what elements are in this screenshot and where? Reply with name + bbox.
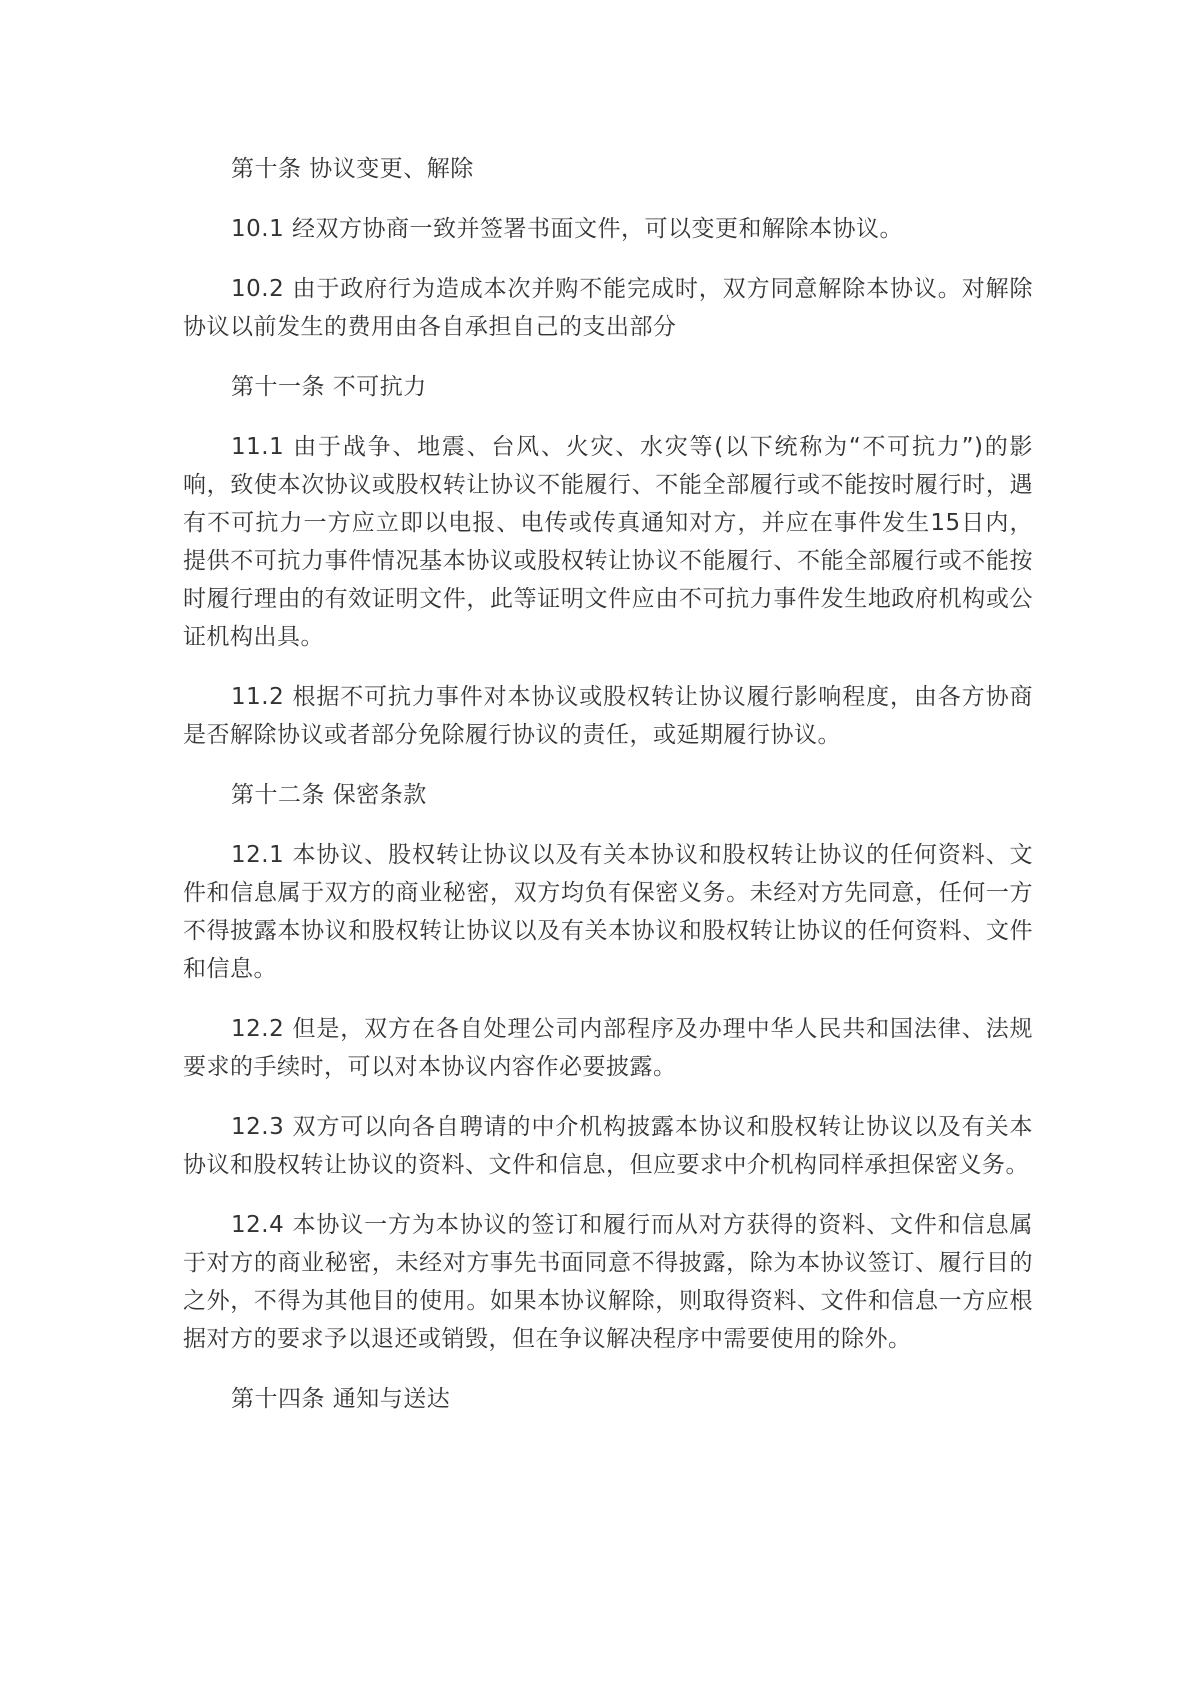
clause-number: 12.4	[231, 1212, 285, 1238]
clause-number: 12.1	[231, 842, 285, 868]
clause-12-2	[183, 1010, 1033, 1086]
clause-text: 但是，双方在各自处理公司内部程序及办理中华人民共和国法律、法规要求的手续时，可以对本协议内容作必要披露。	[183, 1016, 1034, 1080]
clause-text: 根据不可抗力事件对本协议或股权转让协议履行影响程度，由各方协商是否解除协议或者部分免除履行协议的责任，或延期履行协议。	[183, 684, 1034, 748]
clause-number: 12.2	[231, 1016, 285, 1042]
clause-number: 10.2	[231, 276, 285, 302]
article-heading-12: 第十二条 保密条款	[231, 782, 427, 808]
clause-11-2	[183, 678, 1033, 754]
clause-number: 11.1	[231, 434, 285, 460]
clause-12-4	[183, 1206, 1033, 1358]
clause-10-1	[183, 210, 1033, 248]
clause-text: 本协议一方为本协议的签订和履行而从对方获得的资料、文件和信息属于对方的商业秘密，未经对方事先书面同意不得披露，除为本协议签订、履行目的之外，不得为其他目的使用。如果本协议解除，则取得资料、文件和信息一方应根据对方的要求予以退还或销毁，但在争议解决程序中需要使用的除外。	[183, 1212, 1034, 1352]
article-heading-14: 第十四条 通知与送达	[231, 1386, 451, 1412]
clause-text: 经双方协商一致并签署书面文件，可以变更和解除本协议。	[292, 216, 904, 242]
clause-text: 由于政府行为造成本次并购不能完成时，双方同意解除本协议。对解除协议以前发生的费用由各自承担自己的支出部分	[183, 276, 1034, 340]
article-heading-10: 第十条 协议变更、解除	[231, 156, 474, 182]
clause-text: 由于战争、地震、台风、火灾、水灾等(以下统称为“不可抗力”)的影响，致使本次协议或股权转让协议不能履行、不能全部履行或不能按时履行时，遇有不可抗力一方应立即以电报、电传或传真通知对方，并应在事件发生15日内，提供不可抗力事件情况基本协议或股权转让协议不能履行、不能全部履行或不能按时履行理由的有效证明文件，此等证明文件应由不可抗力事件发生地政府机构或公证机构出具。	[183, 434, 1033, 650]
clause-10-2	[183, 270, 1033, 346]
clause-text: 双方可以向各自聘请的中介机构披露本协议和股权转让协议以及有关本协议和股权转让协议的资料、文件和信息，但应要求中介机构同样承担保密义务。	[183, 1114, 1034, 1178]
clause-text: 本协议、股权转让协议以及有关本协议和股权转让协议的任何资料、文件和信息属于双方的商业秘密，双方均负有保密义务。未经对方先同意，任何一方不得披露本协议和股权转让协议以及有关本协议和股权转让协议的任何资料、文件和信息。	[183, 842, 1034, 982]
article-heading-11: 第十一条 不可抗力	[231, 374, 427, 400]
clause-number: 11.2	[231, 684, 285, 710]
clause-12-3	[183, 1108, 1033, 1184]
clause-number: 12.3	[231, 1114, 285, 1140]
document-body	[183, 150, 1033, 1440]
clause-number: 10.1	[231, 216, 285, 242]
clause-12-1	[183, 836, 1033, 988]
clause-11-1	[183, 428, 1033, 656]
